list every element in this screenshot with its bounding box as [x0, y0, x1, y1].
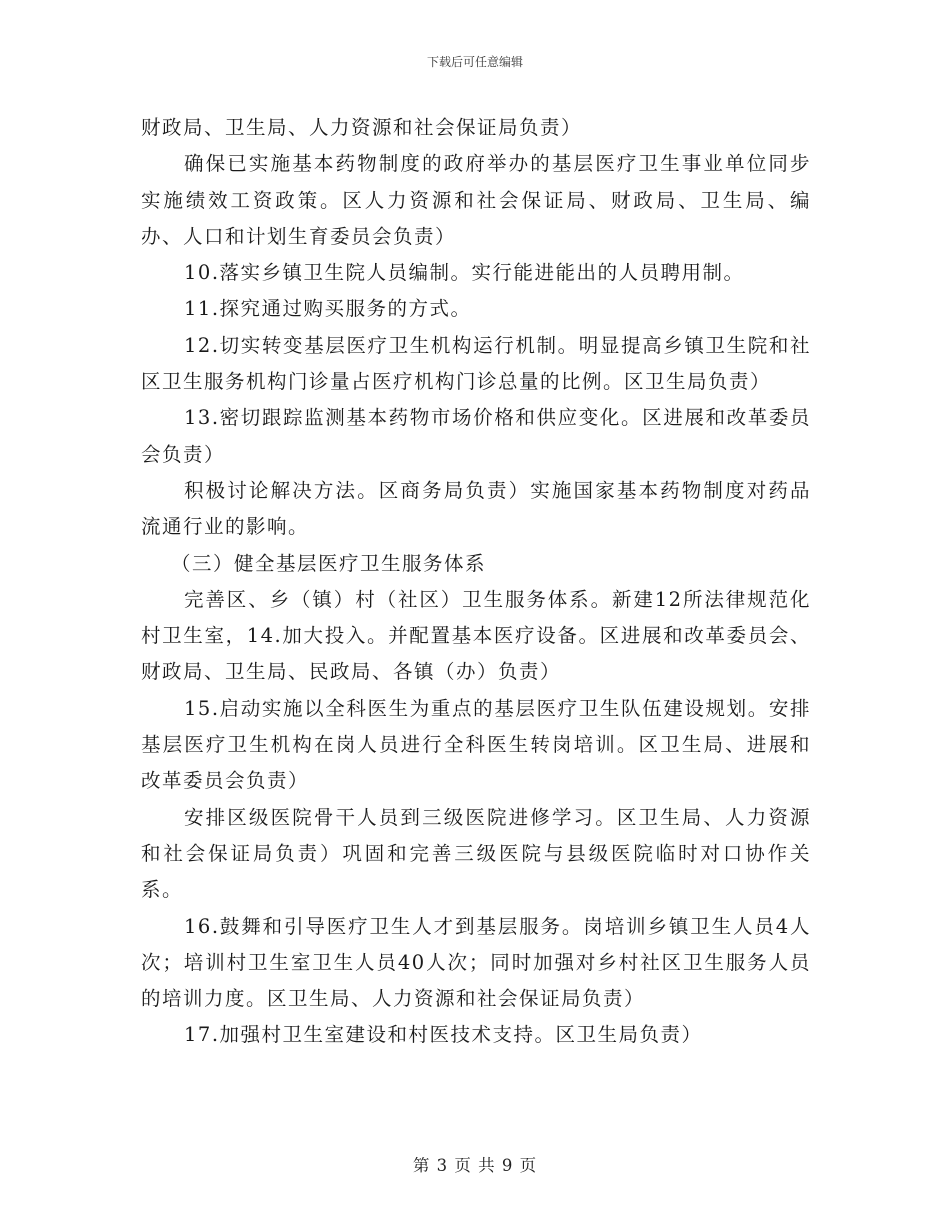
paragraph: 10.落实乡镇卫生院人员编制。实行能进能出的人员聘用制。 — [184, 261, 745, 285]
paragraph: 16.鼓舞和引导医疗卫生人才到基层服务。岗培训乡镇卫生人员4人次；培训村卫生室卫生人员40人次；同时加强对乡村社区卫生服务人员的培训力度。区卫生局、人力资源和社会保证局负责） — [141, 914, 811, 1011]
paragraph: 17.加强村卫生室建设和村医技术支持。区卫生局负责） — [184, 1023, 703, 1047]
paragraph: 财政局、卫生局、人力资源和社会保证局负责） — [141, 116, 583, 139]
paragraph: 15.启动实施以全科医生为重点的基层医疗卫生队伍建设规划。安排基层医疗卫生机构在岗人员进行全科医生转岗培训。区卫生局、进展和改革委员会负责） — [141, 696, 811, 793]
page-header: 下载后可任意编辑 — [426, 55, 523, 69]
section-heading: （三）健全基层医疗卫生服务体系 — [171, 551, 487, 575]
paragraph: 积极讨论解决方法。区商务局负责）实施国家基本药物制度对药品流通行业的影响。 — [141, 478, 811, 539]
paragraph: 安排区级医院骨干人员到三级医院进修学习。区卫生局、人力资源和社会保证局负责）巩固和完善三级医院与县级医院临时对口协作关系。 — [141, 805, 811, 902]
page-number: 第 3 页 共 9 页 — [412, 1156, 538, 1175]
paragraph: 完善区、乡（镇）村（社区）卫生服务体系。新建12所法律规范化村卫生室，14.加大投入。并配置基本医疗设备。区进展和改革委员会、财政局、卫生局、民政局、各镇（办）负责） — [141, 587, 811, 684]
paragraph: 12.切实转变基层医疗卫生机构运行机制。明显提高乡镇卫生院和社区卫生服务机构门诊量占医疗机构门诊总量的比例。区卫生局负责） — [141, 333, 811, 394]
paragraph: 确保已实施基本药物制度的政府举办的基层医疗卫生事业单位同步实施绩效工资政策。区人力资源和社会保证局、财政局、卫生局、编办、人口和计划生育委员会负责） — [141, 152, 811, 248]
paragraph: 13.密切跟踪监测基本药物市场价格和供应变化。区进展和改革委员会负责） — [141, 406, 811, 466]
document-body — [141, 110, 811, 1054]
paragraph: 11.探究通过购买服务的方式。 — [184, 297, 472, 321]
